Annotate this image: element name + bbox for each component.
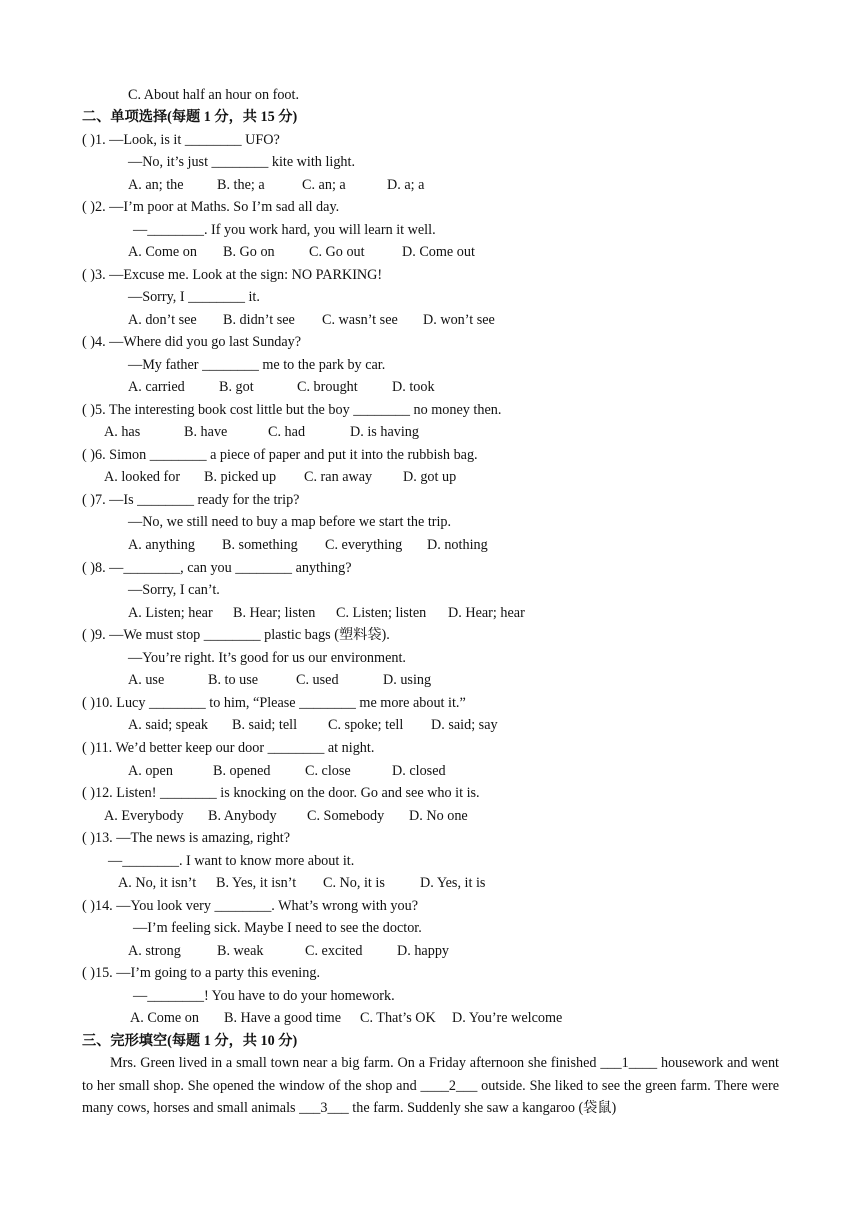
question-2-option-c: C. Go out [309,244,365,260]
question-7-line-2: —No, we still need to buy a map before we start the trip. [128,514,452,530]
question-13-option-d: D. Yes, it is [420,875,486,891]
question-10-option-b: B. said; tell [232,717,298,733]
question-11-option-b: B. opened [213,763,271,779]
question-12-option-c: C. Somebody [307,808,385,824]
question-15-option-d: D. You’re welcome [452,1010,563,1026]
question-3-option-c: C. wasn’t see [322,312,398,328]
question-11-option-c: C. close [305,763,351,779]
question-13-option-b: B. Yes, it isn’t [216,875,297,891]
question-10-option-c: C. spoke; tell [328,717,404,733]
question-8-option-d: D. Hear; hear [448,605,525,621]
question-9-stem: ( )9. —We must stop ________ plastic bags (塑料袋). [82,627,390,643]
question-14-line-2: —I’m feeling sick. Maybe I need to see the doctor. [133,920,422,936]
question-10-option-a: A. said; speak [128,717,208,733]
question-9-option-b: B. to use [208,672,259,688]
question-3-option-d: D. won’t see [423,312,495,328]
question-9-option-d: D. using [383,672,432,688]
question-1-option-d: D. a; a [387,177,425,193]
question-15-stem: ( )15. —I’m going to a party this evening. [82,965,320,981]
question-14-stem: ( )14. —You look very ________. What’s wrong with you? [82,898,419,914]
question-4-option-a: A. carried [128,379,185,395]
question-3-option-a: A. don’t see [128,312,197,328]
question-1-line-2: —No, it’s just ________ kite with light. [128,154,356,170]
question-13-line-2: —________. I want to know more about it. [108,853,355,869]
question-7-option-a: A. anything [128,537,195,553]
previous-question-option-c: C. About half an hour on foot. [128,87,300,103]
question-1-option-c: C. an; a [302,177,346,193]
question-14-option-b: B. weak [217,943,264,959]
cloze-passage: Mrs. Green lived in a small town near a big farm. On a Friday afternoon she finished ___1____ housework and went to her small shop. She opened the window of the shop and ____2___ outside. She liked to see the green farm. There were many cows, horses and small animals ___3___ the farm. Suddenly she saw a kangaroo (袋鼠) [82,1055,779,1116]
question-7-option-b: B. something [222,537,298,553]
question-15-option-a: A. Come on [130,1010,199,1026]
question-8-option-c: C. Listen; listen [336,605,427,621]
question-10-option-d: D. said; say [431,717,498,733]
question-2-option-b: B. Go on [223,244,275,260]
question-11-stem: ( )11. We’d better keep our door ________ at night. [82,740,375,756]
question-10-stem: ( )10. Lucy ________ to him, “Please ________ me more about it.” [82,695,466,711]
question-5-option-b: B. have [184,424,228,440]
question-15-line-2: —________! You have to do your homework. [133,988,395,1004]
question-7-option-c: C. everything [325,537,403,553]
question-12-option-d: D. No one [409,808,468,824]
question-14-option-a: A. strong [128,943,181,959]
question-12-stem: ( )12. Listen! ________ is knocking on the door. Go and see who it is. [82,785,480,801]
question-5-option-d: D. is having [350,424,419,440]
question-4-option-b: B. got [219,379,254,395]
question-11-option-d: D. closed [392,763,446,779]
question-9-option-c: C. used [296,672,339,688]
question-8-stem: ( )8. —________, can you ________ anything? [82,560,352,576]
question-3-line-2: —Sorry, I ________ it. [128,289,260,305]
question-1-option-b: B. the; a [217,177,265,193]
question-14-option-c: C. excited [305,943,363,959]
question-8-line-2: —Sorry, I can’t. [128,582,220,598]
question-5-option-c: C. had [268,424,306,440]
question-2-stem: ( )2. —I’m poor at Maths. So I’m sad all day. [82,199,340,215]
question-9-line-2: —You’re right. It’s good for us our environment. [128,650,406,666]
question-7-option-d: D. nothing [427,537,488,553]
question-14-option-d: D. happy [397,943,450,959]
question-2-option-d: D. Come out [402,244,475,260]
question-6-stem: ( )6. Simon ________ a piece of paper and put it into the rubbish bag. [82,447,478,463]
question-4-line-2: —My father ________ me to the park by car. [128,357,386,373]
question-6-option-c: C. ran away [304,469,373,485]
question-5-option-a: A. has [104,424,141,440]
section-2-title: 二、单项选择(每题 1 分，共 15 分) [82,109,298,125]
question-13-option-a: A. No, it isn’t [118,875,197,891]
question-11-option-a: A. open [128,763,173,779]
question-2-option-a: A. Come on [128,244,197,260]
question-6-option-a: A. looked for [104,469,181,485]
question-15-option-b: B. Have a good time [224,1010,342,1026]
question-13-stem: ( )13. —The news is amazing, right? [82,830,291,846]
question-4-option-c: C. brought [297,379,358,395]
question-8-option-b: B. Hear; listen [233,605,316,621]
question-3-stem: ( )3. —Excuse me. Look at the sign: NO PARKING! [82,267,383,283]
question-13-option-c: C. No, it is [323,875,385,891]
question-3-option-b: B. didn’t see [223,312,295,328]
question-2-line-2: —________. If you work hard, you will learn it well. [133,222,436,238]
question-1-option-a: A. an; the [128,177,184,193]
question-4-stem: ( )4. —Where did you go last Sunday? [82,334,302,350]
question-8-option-a: A. Listen; hear [128,605,213,621]
question-9-option-a: A. use [128,672,165,688]
question-5-stem: ( )5. The interesting book cost little but the boy ________ no money then. [82,402,502,418]
question-6-option-b: B. picked up [204,469,277,485]
question-1-stem: ( )1. —Look, is it ________ UFO? [82,132,280,148]
question-12-option-b: B. Anybody [208,808,277,824]
section-3-title: 三、完形填空(每题 1 分，共 10 分) [82,1033,298,1049]
question-15-option-c: C. That’s OK [360,1010,436,1026]
question-7-stem: ( )7. —Is ________ ready for the trip? [82,492,300,508]
question-4-option-d: D. took [392,379,435,395]
question-6-option-d: D. got up [403,469,457,485]
question-12-option-a: A. Everybody [104,808,184,824]
